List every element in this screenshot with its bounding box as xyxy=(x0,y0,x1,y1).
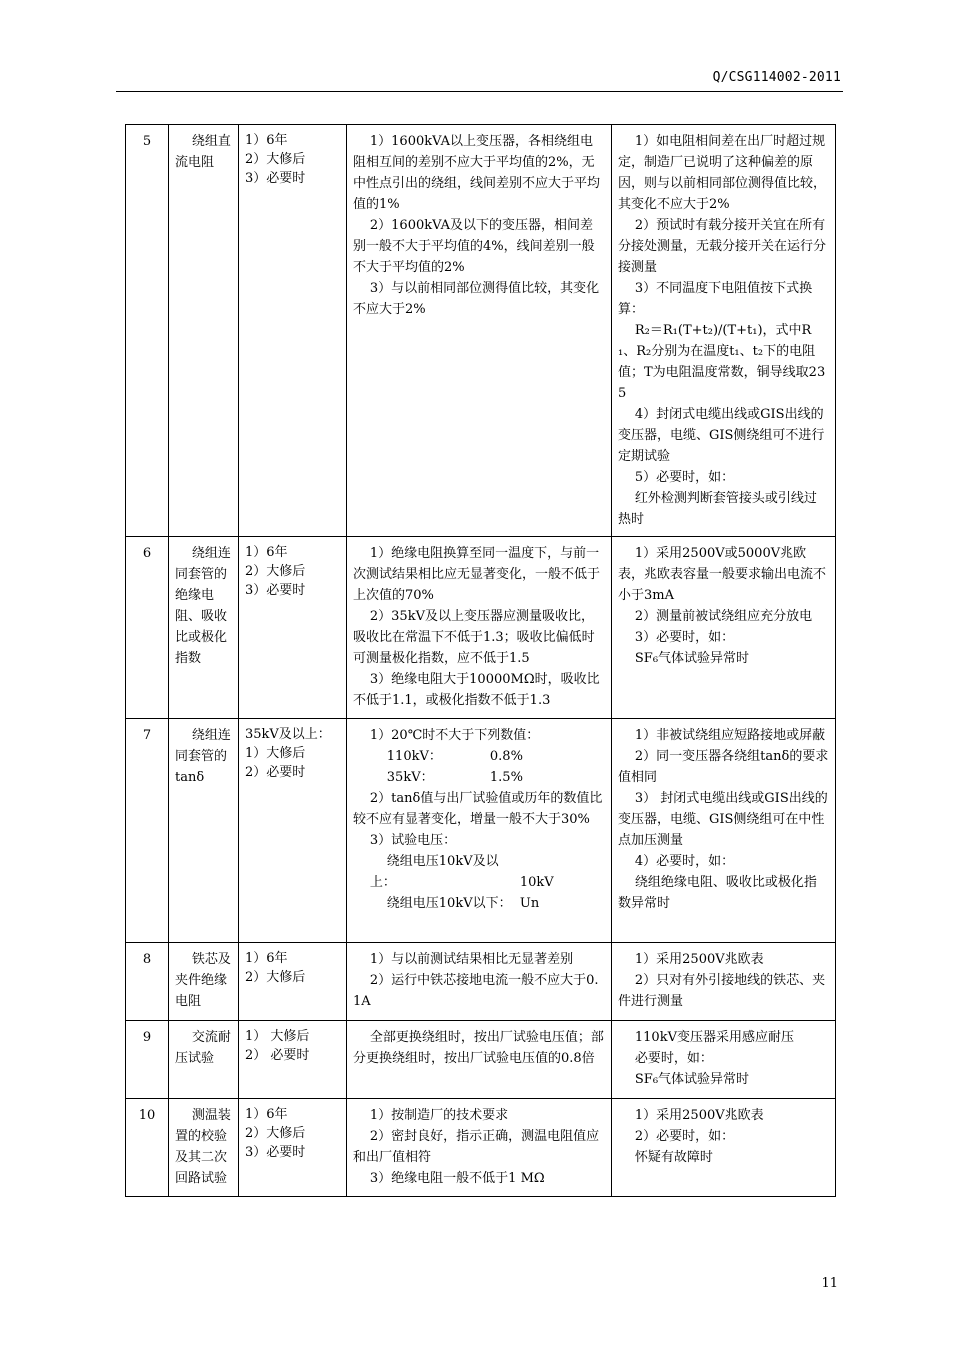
note-line: 3）不同温度下电阻值按下式换算： xyxy=(618,281,813,317)
table-row xyxy=(126,125,836,537)
cycle-entry: 3）必要时 xyxy=(245,1145,306,1160)
test-items-table xyxy=(125,124,836,1197)
cycle-entry: 2）必要时 xyxy=(245,765,306,780)
requirements xyxy=(347,719,612,943)
note-line: 2）只对有外引接地线的铁芯、夹件进行测量 xyxy=(618,973,826,1009)
cycle-entry: 1）6年 xyxy=(245,133,288,148)
requirement-line: 3）绝缘电阻一般不低于1 MΩ xyxy=(369,1171,545,1186)
winding-voltage-label: 绕组电压10kV以下： xyxy=(386,896,512,911)
note-line: 110kV变压器采用感应耐压 xyxy=(634,1030,794,1045)
test-item-name: 测温装置的校验及其二次回路试验 xyxy=(169,1099,239,1197)
tand-limit-row xyxy=(353,767,605,788)
tand-limit-value: 0.8% xyxy=(489,749,523,764)
voltage-class-label: 35kV： xyxy=(386,770,434,785)
cycle-entry: 1） 大修后 xyxy=(245,1029,310,1044)
note-line: 1）非被试绕组应短路接地或屏蔽 xyxy=(634,728,826,743)
requirement-line: 3）与以前相同部位测得值比较，其变化不应大于2% xyxy=(353,281,600,317)
tand-limit-row xyxy=(353,746,605,767)
cycle-entry: 2）大修后 xyxy=(245,152,306,167)
item-number: 8 xyxy=(126,943,169,1021)
test-cycle xyxy=(239,943,347,1021)
test-item-name: 绕组直流电阻 xyxy=(169,125,239,537)
cycle-entry: 3）必要时 xyxy=(245,171,306,186)
requirement-line: 1）20℃时不大于下列数值： xyxy=(369,728,540,743)
table-row xyxy=(126,1021,836,1099)
test-cycle xyxy=(239,1099,347,1197)
requirements xyxy=(347,1099,612,1197)
cycle-entry: 35kV及以上： xyxy=(245,727,331,742)
cycle-entry: 2） 必要时 xyxy=(245,1048,310,1063)
notes xyxy=(612,943,836,1021)
note-line: 3）必要时，如： xyxy=(634,630,735,645)
test-cycle xyxy=(239,537,347,719)
test-voltage-row xyxy=(353,893,605,914)
item-number: 6 xyxy=(126,537,169,719)
notes xyxy=(612,719,836,943)
requirements xyxy=(347,1021,612,1099)
test-voltage-value: Un xyxy=(519,896,540,911)
test-item-name: 绕组连同套管的tanδ xyxy=(169,719,239,943)
table-row xyxy=(126,719,836,943)
notes xyxy=(612,1021,836,1099)
note-line: SF₆气体试验异常时 xyxy=(634,651,750,666)
notes xyxy=(612,537,836,719)
requirement-line: 1）按制造厂的技术要求 xyxy=(369,1108,509,1123)
cycle-entry: 2）大修后 xyxy=(245,1126,306,1141)
cycle-entry: 1）6年 xyxy=(245,951,288,966)
note-line: 3） 封闭式电缆出线或GIS出线的变压器，电缆、GIS侧绕组可在中性点加压测量 xyxy=(618,791,828,848)
requirements xyxy=(347,943,612,1021)
note-line: 5）必要时，如： xyxy=(634,470,735,485)
requirement-line: 2）运行中铁芯接地电流一般不应大于0.1A xyxy=(353,973,599,1009)
requirement-line: 1）绝缘电阻换算至同一温度下，与前一次测试结果相比应无显著变化，一般不低于上次值的70% xyxy=(353,546,601,603)
cycle-entry: 2）大修后 xyxy=(245,970,306,985)
page-number: 11 xyxy=(821,1276,838,1291)
cycle-entry: 2）大修后 xyxy=(245,564,306,579)
test-item-name: 交流耐压试验 xyxy=(169,1021,239,1099)
note-line: 1）采用2500V或5000V兆欧表，兆欧表容量一般要求输出电流不小于3mA xyxy=(618,546,827,603)
note-line: 2）同一变压器各绕组tanδ的要求值相同 xyxy=(618,749,829,785)
item-number: 10 xyxy=(126,1099,169,1197)
table-row xyxy=(126,1099,836,1197)
note-line: 4）封闭式电缆出线或GIS出线的变压器，电缆、GIS侧绕组可不进行定期试验 xyxy=(618,407,825,464)
cycle-entry: 1）6年 xyxy=(245,1107,288,1122)
note-line: 怀疑有故障时 xyxy=(634,1150,713,1165)
requirement-line: 2）35kV及以上变压器应测量吸收比，吸收比在常温下不低于1.3；吸收比偏低时可测量极化指数，应不低于1.5 xyxy=(353,609,595,666)
test-voltage-value: 10kV xyxy=(519,875,554,890)
notes xyxy=(612,1099,836,1197)
standard-code: Q/CSG114002-2011 xyxy=(712,70,841,85)
requirement-line: 1）与以前测试结果相比无显著差别 xyxy=(369,952,574,967)
test-cycle xyxy=(239,719,347,943)
requirement-line: 2）1600kVA及以下的变压器，相间差别一般不大于平均值的4%，线间差别一般不大于平均值的2% xyxy=(353,218,595,275)
requirements xyxy=(347,125,612,537)
note-line: 绕组绝缘电阻、吸收比或极化指数异常时 xyxy=(618,875,817,911)
notes xyxy=(612,125,836,537)
test-item-name: 绕组连同套管的绝缘电阻、吸收比或极化指数 xyxy=(169,537,239,719)
requirement-line: 3）绝缘电阻大于10000MΩ时，吸收比不低于1.1，或极化指数不低于1.3 xyxy=(353,672,600,708)
table-row xyxy=(126,943,836,1021)
note-line: 2）必要时，如： xyxy=(634,1129,735,1144)
note-line: 2）预试时有载分接开关宜在所有分接处测量，无载分接开关在运行分接测量 xyxy=(618,218,827,275)
formula-line: R₂＝R₁(T+t₂)/(T+t₁)，式中R₁、R₂分别为在温度t₁、t₂下的电阻值；T为电阻温度常数，铜导线取235 xyxy=(618,323,826,401)
cycle-entry: 1）6年 xyxy=(245,545,288,560)
requirement-line: 2）tanδ值与出厂试验值或历年的数值比较不应有显著变化，增量一般不大于30% xyxy=(353,791,603,827)
item-number: 9 xyxy=(126,1021,169,1099)
table-row xyxy=(126,537,836,719)
requirements xyxy=(347,537,612,719)
test-cycle xyxy=(239,1021,347,1099)
note-line: 2）测量前被试绕组应充分放电 xyxy=(634,609,813,624)
note-line: 红外检测判断套管接头或引线过热时 xyxy=(618,491,817,527)
note-line: 1）如电阻相间差在出厂时超过规定，制造厂已说明了这种偏差的原因，则与以前相同部位测得值比较，其变化不应大于2% xyxy=(618,134,827,212)
tand-limit-value: 1.5% xyxy=(489,770,523,785)
note-line: 1）采用2500V兆欧表 xyxy=(634,1108,764,1123)
header-divider xyxy=(116,91,843,92)
test-cycle xyxy=(239,125,347,537)
requirement-line: 3）试验电压： xyxy=(369,833,457,848)
requirement-line: 1）1600kVA以上变压器，各相绕组电阻相互间的差别不应大于平均值的2%，无中性点引出的绕组，线间差别不应大于平均值的1% xyxy=(353,134,601,212)
requirement-line: 2）密封良好，指示正确，测温电阻值应和出厂值相符 xyxy=(353,1129,600,1165)
requirement-line: 全部更换绕组时，按出厂试验电压值；部分更换绕组时，按出厂试验电压值的0.8倍 xyxy=(353,1030,604,1066)
winding-voltage-label: 绕组电压10kV及以上： xyxy=(369,854,499,890)
item-number: 7 xyxy=(126,719,169,943)
cycle-entry: 3）必要时 xyxy=(245,583,306,598)
note-line: 必要时，如： xyxy=(634,1051,713,1066)
note-line: SF₆气体试验异常时 xyxy=(634,1072,750,1087)
note-line: 1）采用2500V兆欧表 xyxy=(634,952,764,967)
test-voltage-row xyxy=(353,851,605,893)
test-item-name: 铁芯及夹件绝缘电阻 xyxy=(169,943,239,1021)
cycle-entry: 1）大修后 xyxy=(245,746,306,761)
voltage-class-label: 110kV： xyxy=(386,749,442,764)
item-number: 5 xyxy=(126,125,169,537)
note-line: 4）必要时，如： xyxy=(634,854,735,869)
